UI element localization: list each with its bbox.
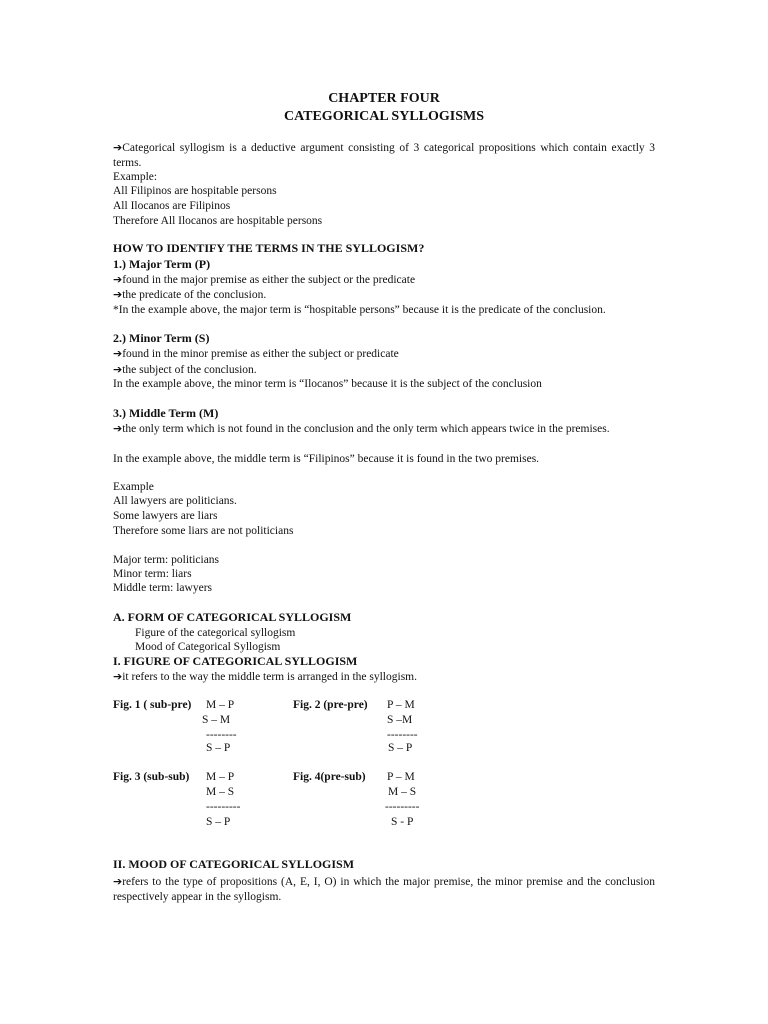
minor-term-point: ➔the subject of the conclusion. xyxy=(113,363,257,376)
intro-definition xyxy=(113,141,655,170)
fig-premise: S – M xyxy=(202,714,231,726)
minor-term-note: In the example above, the minor term is “Ilocanos” because it is the subject of the conclusion xyxy=(113,378,542,390)
fig-label: Fig. 1 ( sub-pre) xyxy=(113,699,192,711)
fig-premise: M – S xyxy=(206,786,235,798)
middle-term-note: In the example above, the middle term is “Filipinos” because it is found in the two premises. xyxy=(113,453,540,465)
example-line: All Filipinos are hospitable persons xyxy=(113,185,277,197)
fig-premise: P – M xyxy=(387,699,415,711)
example2-line: Some lawyers are liars xyxy=(113,510,218,522)
arrow-icon: ➔ xyxy=(113,670,123,683)
term-line: Major term: politicians xyxy=(113,554,220,566)
fig-label: Fig. 3 (sub-sub) xyxy=(113,771,190,783)
fig-premise: M – S xyxy=(388,786,417,798)
example2-line: All lawyers are politicians. xyxy=(113,495,237,507)
term-line: Minor term: liars xyxy=(113,568,192,580)
form-item: Mood of Categorical Syllogism xyxy=(135,641,281,653)
arrow-icon: ➔ xyxy=(113,288,123,301)
fig-premise: M – P xyxy=(206,771,235,783)
major-term-note: *In the example above, the major term is “hospitable persons” because it is the predicate of the conclusion. xyxy=(113,304,606,316)
chapter-subtitle: CATEGORICAL SYLLOGISMS xyxy=(283,109,485,124)
fig-label: Fig. 2 (pre-pre) xyxy=(293,699,368,711)
middle-term-point: ➔the only term which is not found in the conclusion and the only term which appears twice in the premises. xyxy=(113,422,610,435)
major-term-point: ➔the predicate of the conclusion. xyxy=(113,288,267,301)
fig-rule: -------- xyxy=(387,729,418,741)
arrow-icon: ➔ xyxy=(113,273,123,286)
major-term-point: ➔found in the major premise as either the subject or the predicate xyxy=(113,273,416,286)
fig-conclusion: S – P xyxy=(388,742,413,754)
form-heading: A. FORM OF CATEGORICAL SYLLOGISM xyxy=(113,610,352,624)
mood-description: ➔refers to the type of propositions (A, E, I, O) in which the major premise, the minor premise and the conclusion respectively appear in the syllogism. xyxy=(113,875,655,903)
figure-description: ➔it refers to the way the middle term is arranged in the syllogism. xyxy=(113,670,417,683)
form-item: Figure of the categorical syllogism xyxy=(135,627,296,639)
fig-rule: --------- xyxy=(206,801,241,813)
fig-conclusion: S - P xyxy=(391,816,414,828)
arrow-icon: ➔ xyxy=(113,422,123,435)
identify-heading: HOW TO IDENTIFY THE TERMS IN THE SYLLOGISM? xyxy=(113,241,425,255)
term-line: Middle term: lawyers xyxy=(113,582,213,594)
example-label: Example: xyxy=(113,171,158,183)
fig-label: Fig. 4(pre-sub) xyxy=(293,771,366,783)
fig-premise: S –M xyxy=(387,714,413,726)
fig-premise: M – P xyxy=(206,699,235,711)
example-line: Therefore All Ilocanos are hospitable persons xyxy=(113,215,323,227)
fig-rule: --------- xyxy=(385,801,420,813)
figure-heading: I. FIGURE OF CATEGORICAL SYLLOGISM xyxy=(113,654,358,668)
fig-conclusion: S – P xyxy=(206,742,231,754)
minor-term-point: ➔found in the minor premise as either the subject or predicate xyxy=(113,347,399,360)
definition-text: Categorical syllogism is a deductive argument consisting of 3 categorical propositions which contain exactly 3 terms. xyxy=(113,142,655,169)
middle-term-heading: 3.) Middle Term (M) xyxy=(113,406,219,420)
example-line: All Ilocanos are Filipinos xyxy=(113,200,231,212)
chapter-title: CHAPTER FOUR xyxy=(328,91,440,106)
arrow-icon: ➔ xyxy=(113,347,123,360)
mood-heading: II. MOOD OF CATEGORICAL SYLLOGISM xyxy=(113,857,355,871)
arrow-icon: ➔ xyxy=(113,363,123,376)
arrow-icon: ➔ xyxy=(113,141,123,154)
fig-premise: P – M xyxy=(387,771,415,783)
minor-term-heading: 2.) Minor Term (S) xyxy=(113,331,210,345)
example2-line: Therefore some liars are not politicians xyxy=(113,525,294,537)
arrow-icon: ➔ xyxy=(113,875,123,888)
fig-conclusion: S – P xyxy=(206,816,231,828)
fig-rule: -------- xyxy=(206,729,237,741)
major-term-heading: 1.) Major Term (P) xyxy=(113,257,211,271)
example2-label: Example xyxy=(113,481,154,493)
